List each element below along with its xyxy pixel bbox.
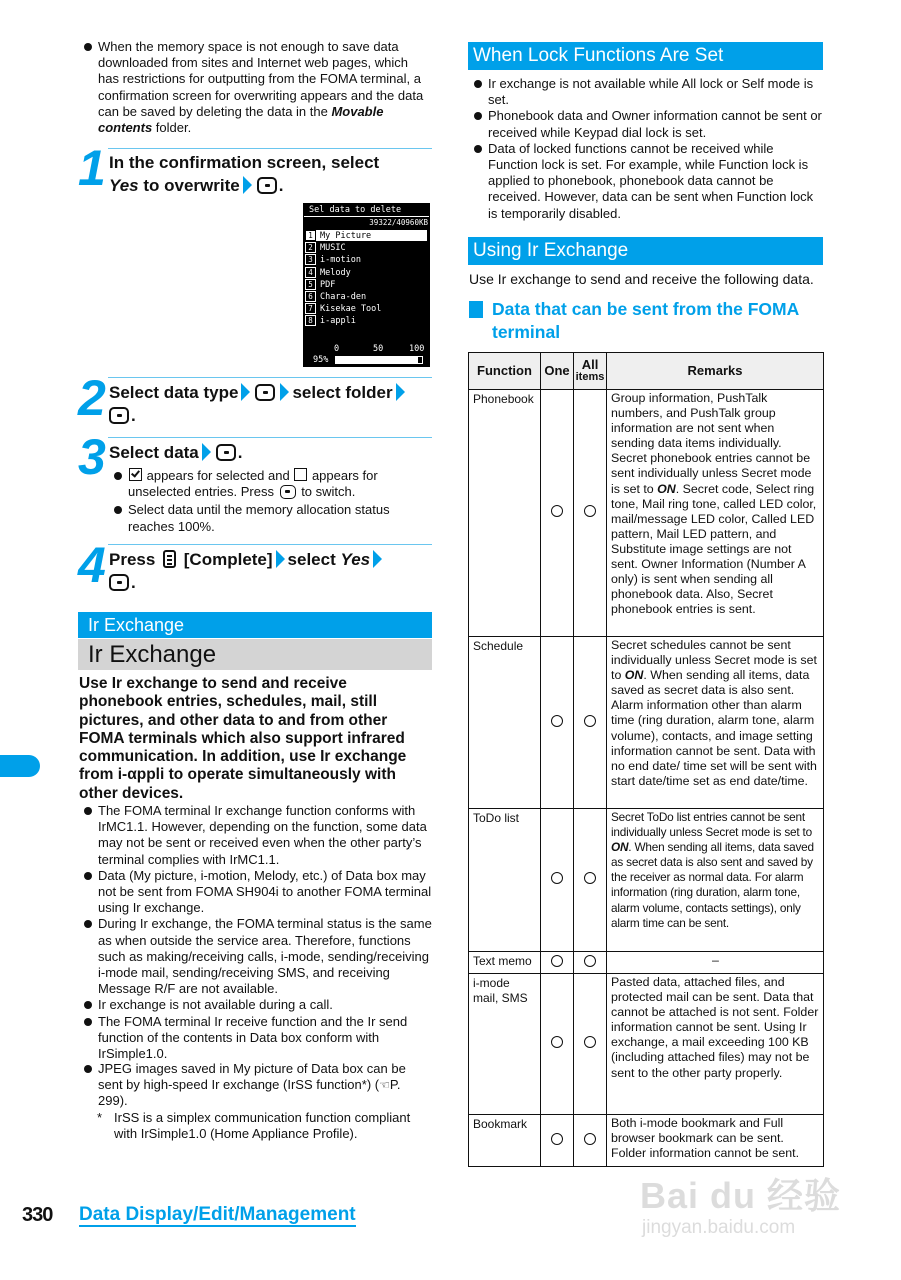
- table-row: [469, 390, 824, 637]
- cell-remarks: Secret ToDo list entries cannot be sent individually unless Secret mode is set to ON. When sending all items, data saved as secret data is also sent and saved by the receiver as normal data. For alarm information (ring duration, alarm tone, alarm volume, contacts settings), only alarm time can be sent.: [607, 809, 824, 952]
- arrow-icon: [241, 383, 250, 401]
- center-key-icon: [257, 177, 277, 194]
- cell-function: Bookmark: [469, 1115, 541, 1167]
- step-3-notes: [110, 468, 415, 535]
- supported-icon: [584, 872, 596, 884]
- step-1-instruction: In the confirmation screen, select Yes to overwrite .: [109, 153, 380, 195]
- using-text: Use Ir exchange to send and receive the following data.: [469, 271, 814, 287]
- lead-paragraph: Use Ir exchange to send and receive phonebook entries, schedules, mail, still pictures, and other data to and from other FOMA terminals which also support infrared communication. In addition, use Ir exchange from i-αppli to operate simultaneously with other devices.: [79, 675, 407, 802]
- cell-one: [541, 974, 574, 1115]
- cell-remarks: Both i-mode bookmark and Full browser bookmark can be sent. Folder information cannot be sent.: [607, 1115, 824, 1167]
- table-row: [469, 952, 824, 974]
- memory-percent: 95%: [313, 355, 329, 365]
- arrow-icon: [280, 383, 289, 401]
- cell-all: [574, 809, 607, 952]
- cell-function: Phonebook: [469, 390, 541, 637]
- center-key-icon: [280, 485, 296, 499]
- step-2-instruction: Select data type select folder .: [109, 381, 434, 427]
- step-number: 2: [78, 370, 104, 426]
- lock-notes: [470, 76, 822, 222]
- baidu-watermark: Bai du 经验 jingyan.baidu.com: [640, 1175, 842, 1238]
- supported-icon: [584, 505, 596, 517]
- list-item: When the memory space is not enough to save data downloaded from sites and Internet web pages, which has restrictions for outputting from the FOMA terminal, a confirmation screen for overwriting appears and the data can be saved by deleting the data in the Movable contents folder.: [80, 39, 432, 136]
- screen-list-item: 4 Melody: [305, 267, 351, 278]
- arrow-icon: [373, 550, 382, 568]
- cell-all: [574, 952, 607, 974]
- col-one: One: [541, 353, 574, 390]
- menu-key-icon: [163, 550, 176, 568]
- cell-all: [574, 974, 607, 1115]
- checked-box-icon: [129, 468, 142, 481]
- section-tab: Ir Exchange: [78, 612, 432, 638]
- sendable-data-table: [468, 352, 824, 1167]
- step-4-instruction: Press [Complete] select Yes .: [109, 548, 434, 594]
- scale-label: 0: [334, 344, 340, 354]
- intro-note: [80, 39, 432, 136]
- side-thumb-tab: [0, 755, 40, 777]
- supported-icon: [584, 1036, 596, 1048]
- center-key-icon: [109, 574, 129, 591]
- cell-function: ToDo list: [469, 809, 541, 952]
- table-row: [469, 1115, 824, 1167]
- jpeg-note: [80, 1061, 432, 1110]
- cell-all: [574, 637, 607, 809]
- screen-list-item: 8 i-appli: [305, 315, 356, 326]
- supported-icon: [551, 1036, 563, 1048]
- cell-one: [541, 637, 574, 809]
- step-number: 4: [78, 537, 104, 593]
- list-item: Select data until the memory allocation status reaches 100%.: [110, 502, 415, 534]
- cell-function: Schedule: [469, 637, 541, 809]
- supported-icon: [584, 1133, 596, 1145]
- unchecked-box-icon: [294, 468, 307, 481]
- step-number: 3: [78, 429, 104, 485]
- center-key-icon: [109, 407, 129, 424]
- cell-remarks: Pasted data, attached files, and protected mail can be sent. Data that cannot be attached is not sent. Folder information cannot be sent. Using Ir exchange, a mail exceeding 100 KB (including attached files) may not be sent to the other party properly.: [607, 974, 824, 1115]
- supported-icon: [551, 1133, 563, 1145]
- table-row: [469, 809, 824, 952]
- screen-list-item: 2 MUSIC: [305, 242, 346, 253]
- supported-icon: [551, 505, 563, 517]
- phone-screen: [303, 203, 430, 367]
- arrow-icon: [243, 176, 252, 194]
- section-title: Ir Exchange: [78, 639, 432, 670]
- scale-label: 100: [409, 344, 425, 354]
- subheading: Data that can be sent from the FOMA terminal: [492, 299, 799, 342]
- arrow-icon: [202, 443, 211, 461]
- screen-list-item: 5 PDF: [305, 279, 335, 290]
- cell-one: [541, 1115, 574, 1167]
- list-item: Data (My picture, i-motion, Melody, etc.) of Data box may not be sent from FOMA SH904i to another FOMA terminal using Ir exchange.: [80, 868, 432, 917]
- cell-one: [541, 952, 574, 974]
- col-all: All items: [574, 353, 607, 390]
- supported-icon: [551, 955, 563, 967]
- using-header: Using Ir Exchange: [468, 237, 823, 265]
- scale-label: 50: [373, 344, 384, 354]
- list-item: Ir exchange is not available while All lock or Self mode is set.: [470, 76, 822, 108]
- arrow-icon: [276, 550, 285, 568]
- subheading-marker: [469, 301, 483, 318]
- footnote: * IrSS is a simplex communication function compliant with IrSimple1.0 (Home Appliance Profile).: [97, 1110, 411, 1142]
- supported-icon: [551, 872, 563, 884]
- lock-header: When Lock Functions Are Set: [468, 42, 823, 70]
- cell-remarks: Secret schedules cannot be sent individually unless Secret mode is set to ON. When sending all items, data saved as secret data is also sent. Alarm information other than alarm time (ring duration, alarm tone, alarm volume), contacts, and image setting information cannot be sent. Data with no end date/ time set will be sent with start date/time set as end date/time.: [607, 637, 824, 809]
- screen-list-item: 3 i-motion: [305, 254, 361, 265]
- memory-bar: [335, 356, 423, 364]
- cell-all: [574, 1115, 607, 1167]
- list-item: Phonebook data and Owner information cannot be sent or received while Keypad dial lock is set.: [470, 108, 822, 140]
- screen-title: Sel data to delete: [309, 205, 402, 215]
- cell-one: [541, 809, 574, 952]
- page-number: 330: [22, 1204, 53, 1226]
- cell-one: [541, 390, 574, 637]
- cell-remarks: Group information, PushTalk numbers, and PushTalk group information are not sent when sending data items individually. Secret phonebook entries cannot be sent individually unless Secret mode is set to ON. Secret code, Select ring tone, Mail ring tone, called LED color, mail/message LED color, Called LED pattern, Mail LED pattern, and Substitute image settings are not sent. Owner Information (Number A only) is sent when sending all phonebook data. Also, Secret phonebook entries is sent.: [607, 390, 824, 637]
- supported-icon: [584, 715, 596, 727]
- list-item: During Ir exchange, the FOMA terminal status is the same as when outside the service area. Therefore, functions such as making/receiving calls, i-mode, sending/receiving i-mode mail, sending/receiving SMS, and receiving Message R/F are not available.: [80, 916, 432, 997]
- list-item: JPEG images saved in My picture of Data box can be sent by high-speed Ir exchange (IrSS function*) (☜P. 299).: [80, 1061, 432, 1110]
- supported-icon: [584, 955, 596, 967]
- list-item: Data of locked functions cannot be received while Function lock is set. For example, while Function lock is applied to phonebook, phonebook data cannot be received. However, data can be sent when Function lock is temporarily disabled.: [470, 141, 822, 222]
- table-header-row: [469, 353, 824, 390]
- screen-list-item: 6 Chara-den: [305, 291, 366, 302]
- capacity-readout: 39322/40960KB: [369, 218, 428, 227]
- list-item: The FOMA terminal Ir exchange function conforms with IrMC1.1. However, depending on the function, some data may not be sent or received even when the other party’s terminal complies with IrMC1.1.: [80, 803, 432, 868]
- list-item: appears for selected and appears for unselected entries. Press to switch.: [110, 468, 415, 500]
- cell-all: [574, 390, 607, 637]
- table-row: [469, 974, 824, 1115]
- memory-bar-fill: [336, 357, 418, 363]
- col-function: Function: [469, 353, 541, 390]
- supported-icon: [551, 715, 563, 727]
- screen-list-item: 1 My Picture: [305, 230, 427, 241]
- center-key-icon: [255, 384, 275, 401]
- arrow-icon: [396, 383, 405, 401]
- footer-section-title: Data Display/Edit/Management: [79, 1204, 356, 1225]
- table-row: [469, 637, 824, 809]
- step-number: 1: [78, 140, 104, 196]
- cell-function: i-mode mail, SMS: [469, 974, 541, 1115]
- list-item: The FOMA terminal Ir receive function and the Ir send function of the contents in Data box conform with IrSimple1.0.: [80, 1014, 432, 1063]
- cell-function: Text memo: [469, 952, 541, 974]
- list-item: Ir exchange is not available during a call.: [80, 997, 432, 1013]
- center-key-icon: [216, 444, 236, 461]
- col-remarks: Remarks: [607, 353, 824, 390]
- reference-hand-icon: ☜: [379, 1078, 390, 1093]
- step-3-instruction: Select data .: [109, 443, 243, 462]
- screen-list-item: 7 Kisekae Tool: [305, 303, 381, 314]
- ir-notes: [80, 803, 432, 1062]
- cell-remarks: –: [607, 952, 824, 974]
